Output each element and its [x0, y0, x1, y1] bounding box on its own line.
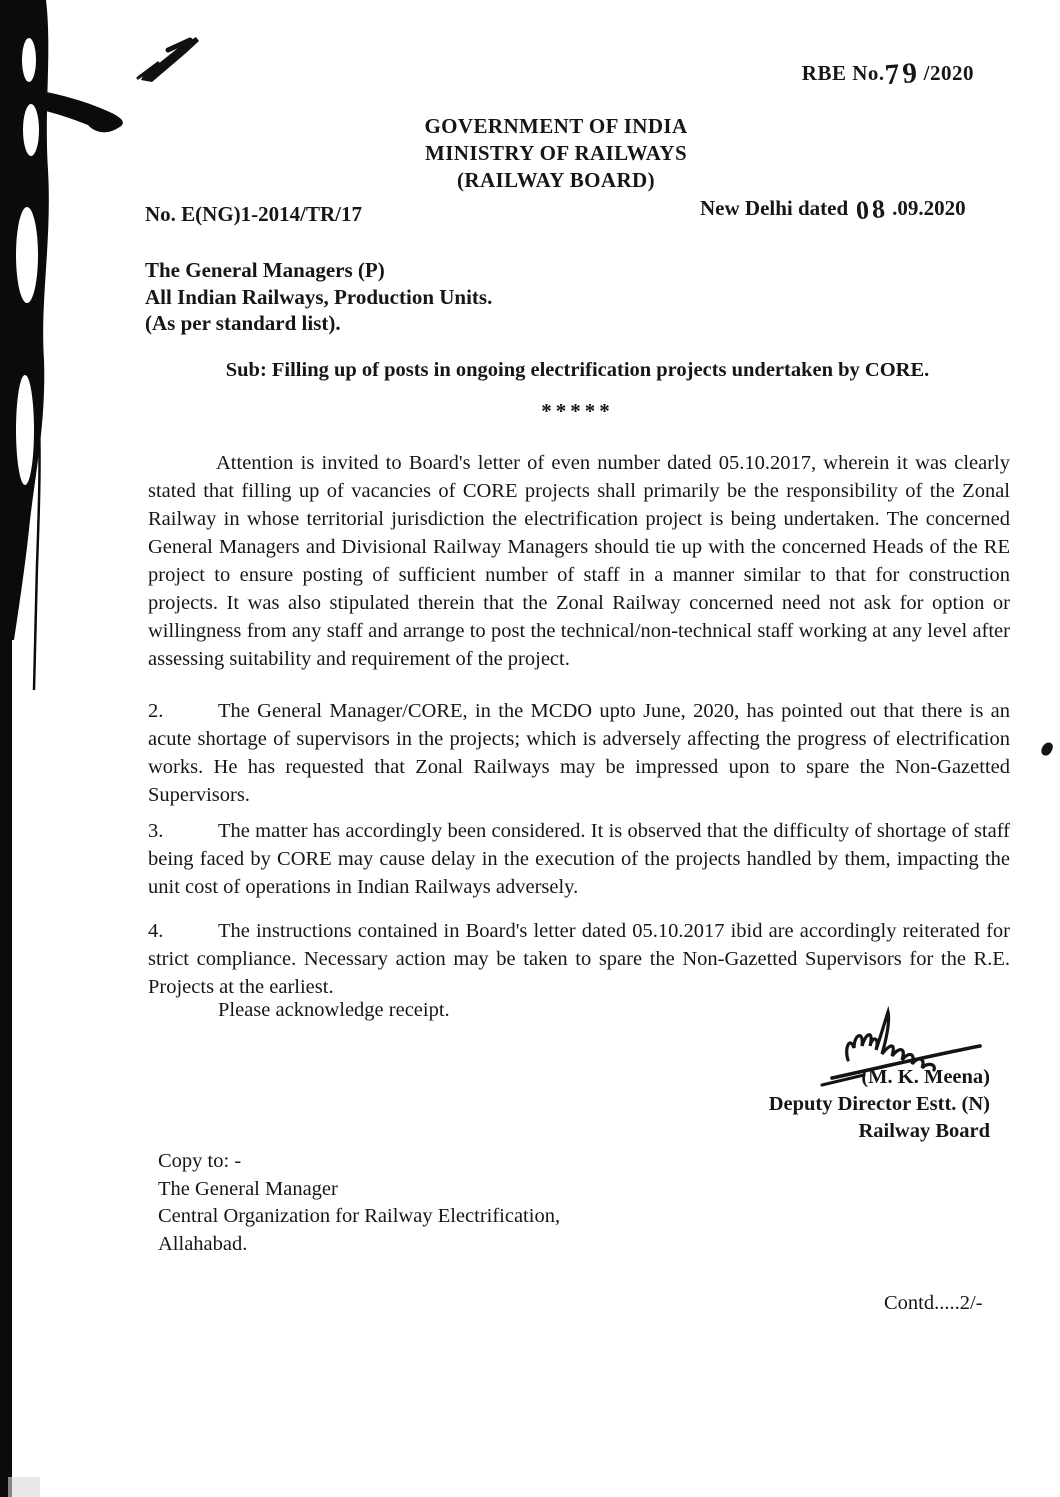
copy-line-1: The General Manager [158, 1177, 338, 1200]
paragraph-3-text: The matter has accordingly been considered. It is observed that the difficulty of shortage of staff being faced by CORE may cause delay in the execution of the projects handled by them, impacting the unit cost of operations in Indian Railways adversely. [148, 819, 1010, 898]
addressee-block [145, 257, 492, 337]
paragraph-4-text: The instructions contained in Board's letter dated 05.10.2017 ibid are accordingly reiterated for strict compliance. Necessary action may be taken to spare the Non-Gazetted Supervisors for the R.E. Projects at the earliest. [148, 919, 1010, 998]
addressee-line-2: All Indian Railways, Production Units. [145, 284, 493, 309]
rbe-suffix: /2020 [923, 61, 974, 85]
rbe-number-handwritten: 79 [883, 56, 921, 92]
pen-mark-icon [0, 0, 220, 120]
continuation-marker: Contd.....2/- [884, 1292, 983, 1314]
paragraph-2 [148, 697, 1010, 809]
paragraph-4-number: 4. [148, 919, 164, 942]
letterhead-line-3: (RAILWAY BOARD) [457, 168, 655, 192]
letterhead [120, 113, 992, 194]
date-line [700, 193, 966, 226]
copy-line-3: Allahabad. [158, 1232, 248, 1255]
paragraph-2-number: 2. [148, 699, 164, 722]
date-rest: .09.2020 [892, 196, 966, 220]
paragraph-2-text: The General Manager/CORE, in the MCDO upto June, 2020, has pointed out that there is an acute shortage of supervisors in the projects; which is adversely affecting the progress of electrification works. He has requested that Zonal Railways may be impressed upon to spare the Non-Gazetted Supervisors. [148, 699, 1010, 806]
date-day-handwritten: 08 [855, 193, 890, 226]
separator-stars: ***** [541, 399, 614, 423]
scan-smudge [8, 1477, 40, 1497]
scan-artifact-left-edge [0, 0, 140, 1497]
signatory-org: Railway Board [858, 1120, 990, 1142]
letterhead-line-1: GOVERNMENT OF INDIA [424, 114, 688, 138]
date-prefix: New Delhi dated [700, 196, 849, 220]
copy-to-block [158, 1148, 560, 1258]
signatory-name: (M. K. Meena) [861, 1066, 990, 1088]
paragraph-3 [148, 817, 1010, 901]
acknowledge-line: Please acknowledge receipt. [218, 999, 450, 1021]
copy-heading: Copy to: - [158, 1150, 242, 1172]
paragraph-4 [148, 917, 1010, 1001]
subject-line: Sub: Filling up of posts in ongoing electrification projects undertaken by CORE. [225, 359, 930, 381]
rbe-number-line [801, 56, 974, 92]
paragraph-3-number: 3. [148, 819, 164, 842]
ink-speck [1040, 741, 1055, 758]
signatory-block [640, 1064, 990, 1145]
addressee-line-1: The General Managers (P) [145, 258, 385, 282]
copy-line-2: Central Organization for Railway Electrification, [158, 1205, 561, 1227]
paragraph-1: Attention is invited to Board's letter of even number dated 05.10.2017, wherein it was clearly stated that filling up of vacancies of CORE projects shall primarily be the responsibility of the Zonal Railway in whose territorial jurisdiction the electrification project is being undertaken. The concerned General Managers and Divisional Railway Managers should tie up with the concerned Heads of the RE project to ensure posting of sufficient number of staff in a manner similar to that for construction projects. It was also stipulated therein that the Zonal Railway concerned need not ask for option or willingness from any staff and arrange to post the technical/non-technical staff working at any level after assessing suitability and requirement of the project. [148, 451, 1010, 670]
rbe-prefix: RBE No. [801, 61, 885, 85]
letterhead-line-2: MINISTRY OF RAILWAYS [424, 141, 688, 165]
file-number: No. E(NG)1-2014/TR/17 [145, 202, 362, 226]
signatory-title: Deputy Director Estt. (N) [768, 1093, 990, 1115]
addressee-line-3: (As per standard list). [145, 311, 341, 335]
